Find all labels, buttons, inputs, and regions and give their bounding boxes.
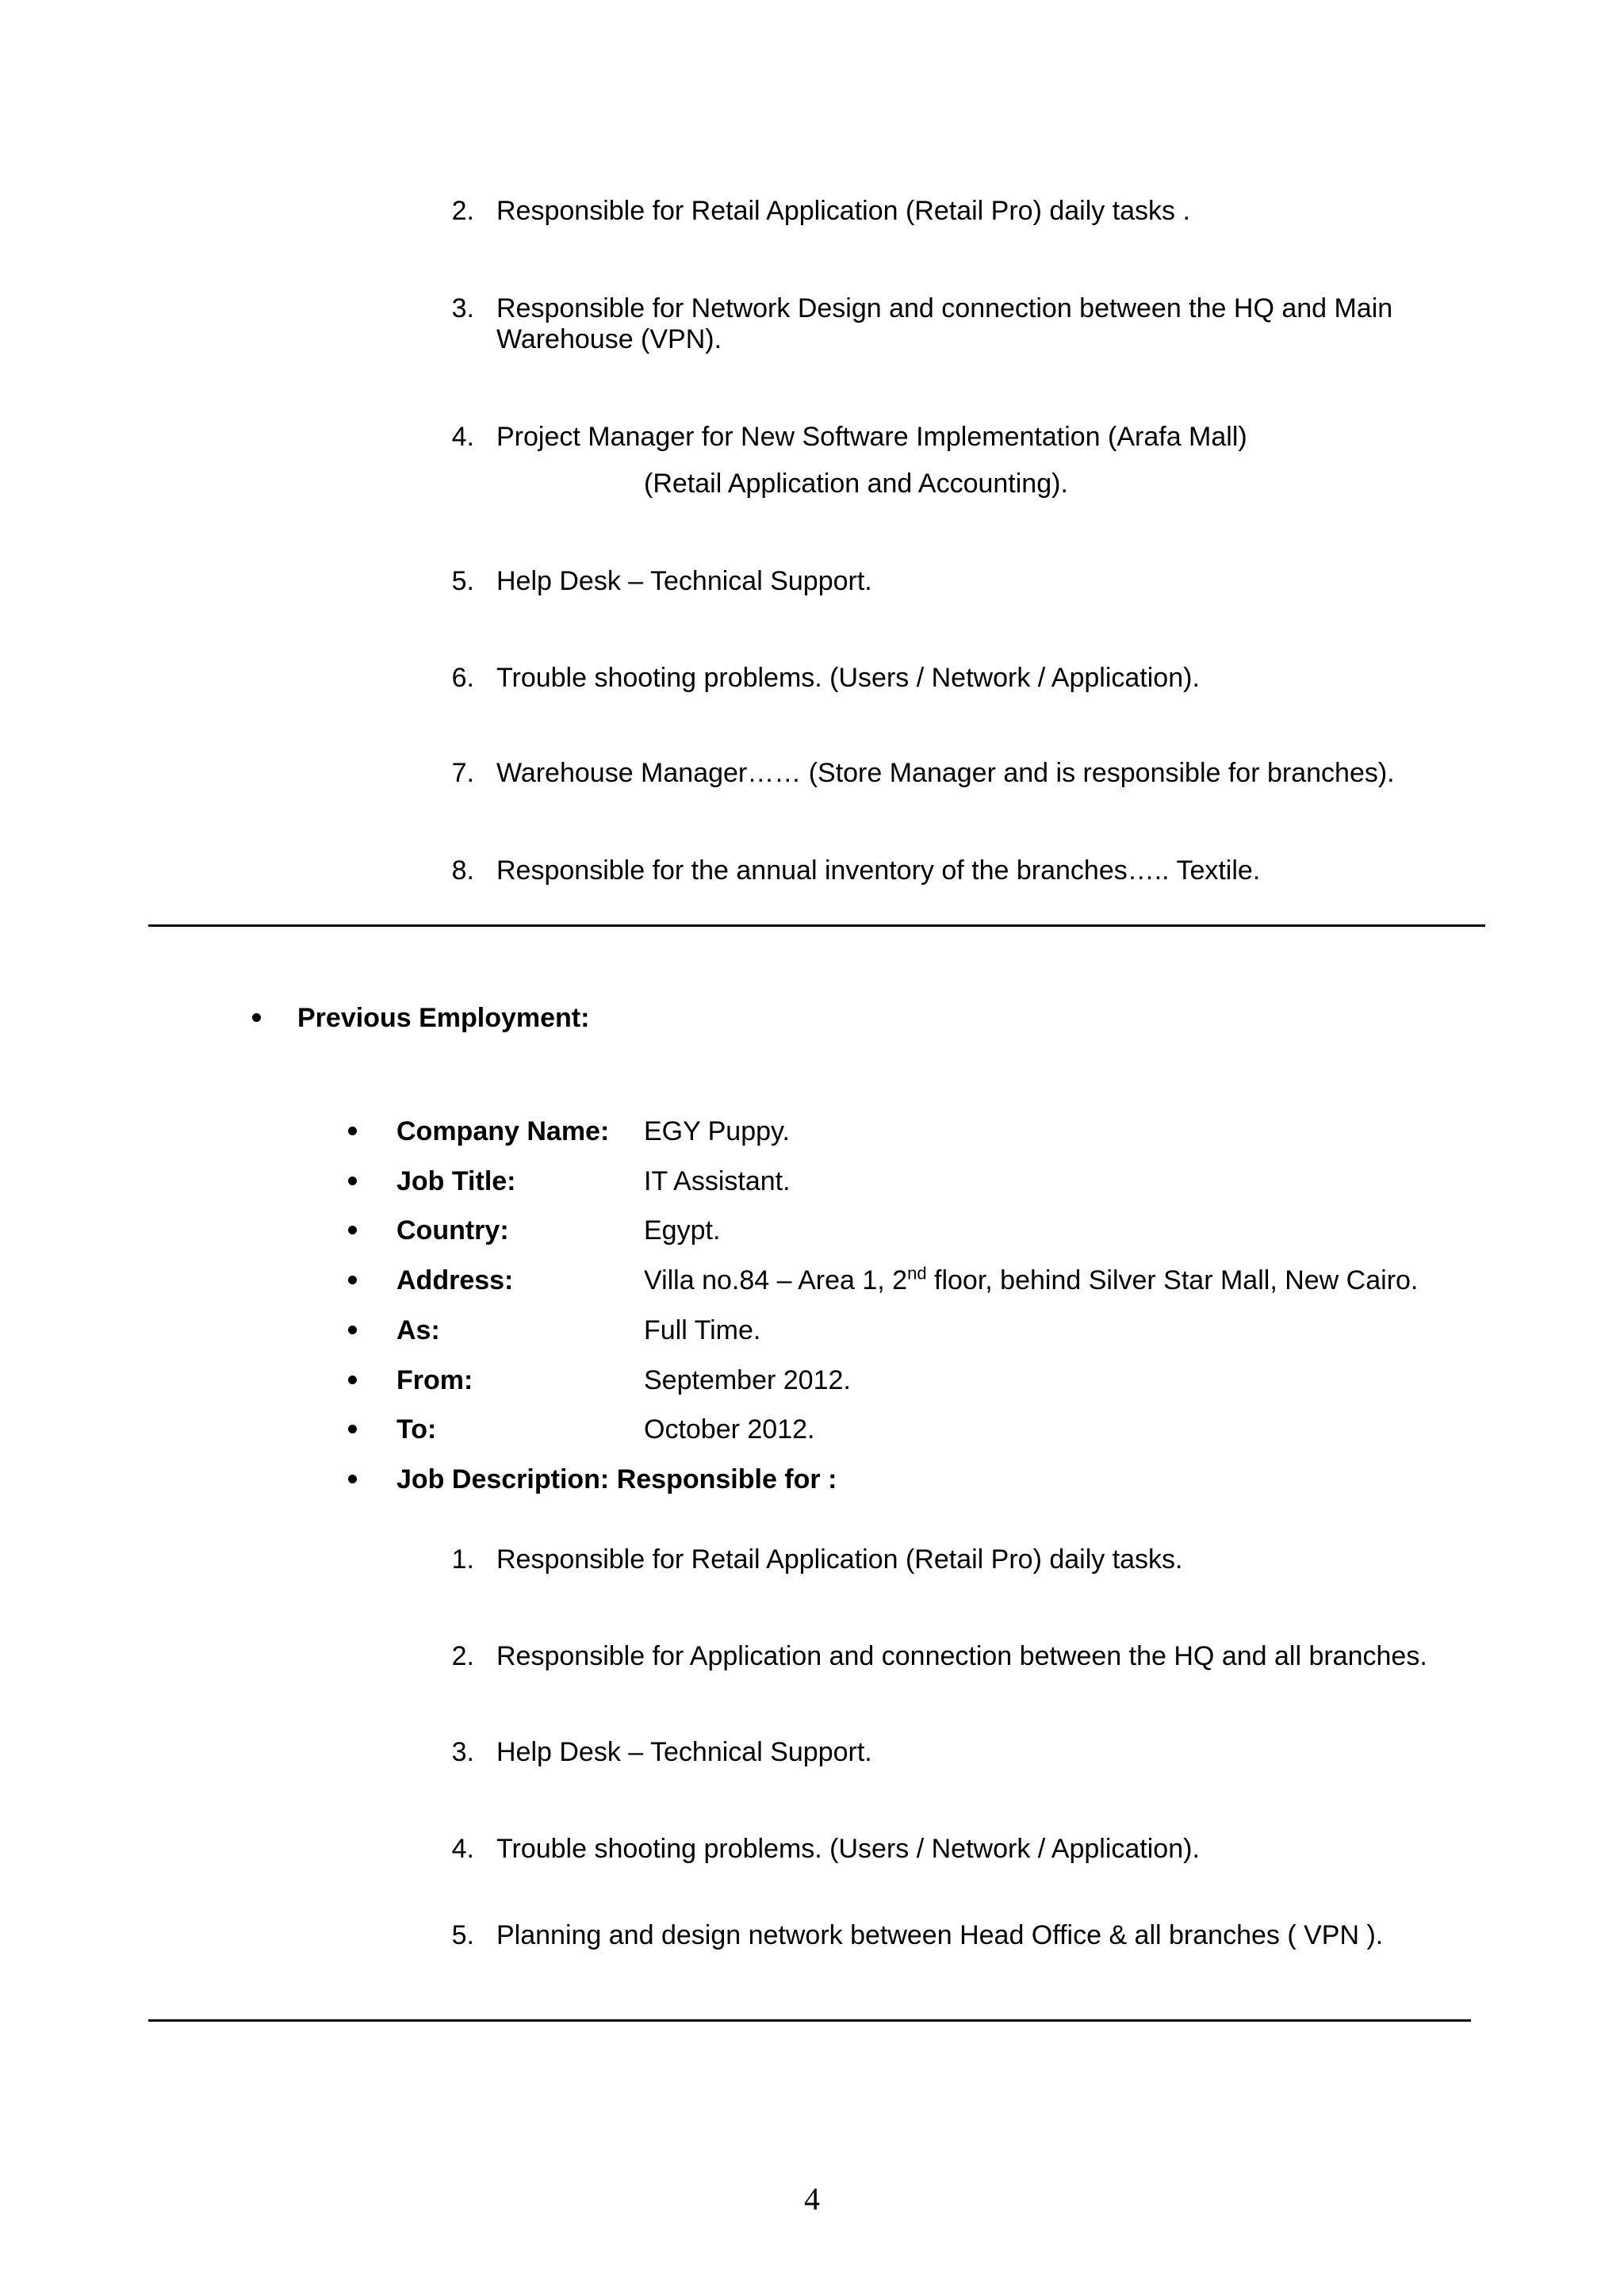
detail-value: Egypt. bbox=[644, 1215, 721, 1246]
list-item-text: Trouble shooting problems. (Users / Network / Application). bbox=[496, 1834, 1200, 1864]
list-number: 7. bbox=[451, 758, 474, 788]
list-number: 5. bbox=[451, 566, 474, 596]
list-item-text: Responsible for Retail Application (Retail Pro) daily tasks . bbox=[496, 196, 1190, 226]
detail-label: Job Description: Responsible for : bbox=[396, 1464, 837, 1494]
list-item-text: Responsible for Application and connection between the HQ and all branches. bbox=[496, 1641, 1427, 1671]
detail-label: Company Name: bbox=[396, 1116, 610, 1146]
detail-label: Country: bbox=[396, 1215, 509, 1246]
bullet-icon bbox=[348, 1276, 357, 1284]
detail-value: IT Assistant. bbox=[644, 1166, 791, 1196]
list-number: 3. bbox=[451, 1737, 474, 1767]
list-item-text: Help Desk – Technical Support. bbox=[496, 1737, 872, 1767]
bullet-icon bbox=[252, 1013, 261, 1022]
detail-value: October 2012. bbox=[644, 1414, 815, 1445]
list-item-text: Warehouse Manager…… (Store Manager and is responsible for branches). bbox=[496, 758, 1395, 788]
detail-value: September 2012. bbox=[644, 1365, 851, 1395]
list-item-text: Responsible for the annual inventory of the branches….. Textile. bbox=[496, 855, 1261, 886]
detail-label: Address: bbox=[396, 1265, 514, 1295]
detail-label: From: bbox=[396, 1365, 473, 1395]
list-item-text: Planning and design network between Head Office & all branches ( VPN ). bbox=[496, 1920, 1384, 1950]
detail-value: EGY Puppy. bbox=[644, 1116, 790, 1146]
list-number: 3. bbox=[451, 293, 474, 323]
detail-label: Job Title: bbox=[396, 1166, 516, 1196]
list-item-text-continued: Warehouse (VPN). bbox=[496, 324, 722, 354]
bullet-icon bbox=[348, 1127, 357, 1135]
list-item-text: Responsible for Network Design and connection between the HQ and Main bbox=[496, 293, 1393, 323]
list-item-text-continued: (Retail Application and Accounting). bbox=[644, 469, 1068, 499]
list-number: 8. bbox=[451, 855, 474, 886]
list-number: 2. bbox=[451, 1641, 474, 1671]
detail-label: As: bbox=[396, 1315, 440, 1345]
horizontal-divider bbox=[148, 2019, 1471, 2022]
list-number: 2. bbox=[451, 196, 474, 226]
list-number: 5. bbox=[451, 1920, 474, 1950]
detail-value: Full Time. bbox=[644, 1315, 761, 1345]
list-number: 1. bbox=[451, 1544, 474, 1575]
list-item-text: Trouble shooting problems. (Users / Network / Application). bbox=[496, 663, 1200, 693]
list-item-text: Responsible for Retail Application (Retail Pro) daily tasks. bbox=[496, 1544, 1183, 1575]
list-number: 4. bbox=[451, 1834, 474, 1864]
detail-value: Villa no.84 – Area 1, 2nd floor, behind Silver Star Mall, New Cairo. bbox=[644, 1263, 1419, 1295]
bullet-icon bbox=[348, 1177, 357, 1185]
list-number: 6. bbox=[451, 663, 474, 693]
bullet-icon bbox=[348, 1326, 357, 1334]
bullet-icon bbox=[348, 1376, 357, 1384]
section-heading: Previous Employment: bbox=[297, 1003, 590, 1033]
bullet-icon bbox=[348, 1425, 357, 1433]
list-item-text: Help Desk – Technical Support. bbox=[496, 566, 872, 596]
detail-label: To: bbox=[396, 1414, 437, 1445]
page-number: 4 bbox=[804, 2181, 820, 2217]
horizontal-divider bbox=[148, 924, 1485, 927]
bullet-icon bbox=[348, 1226, 357, 1234]
list-number: 4. bbox=[451, 422, 474, 452]
bullet-icon bbox=[348, 1475, 357, 1483]
list-item-text: Project Manager for New Software Implementation (Arafa Mall) bbox=[496, 422, 1247, 452]
